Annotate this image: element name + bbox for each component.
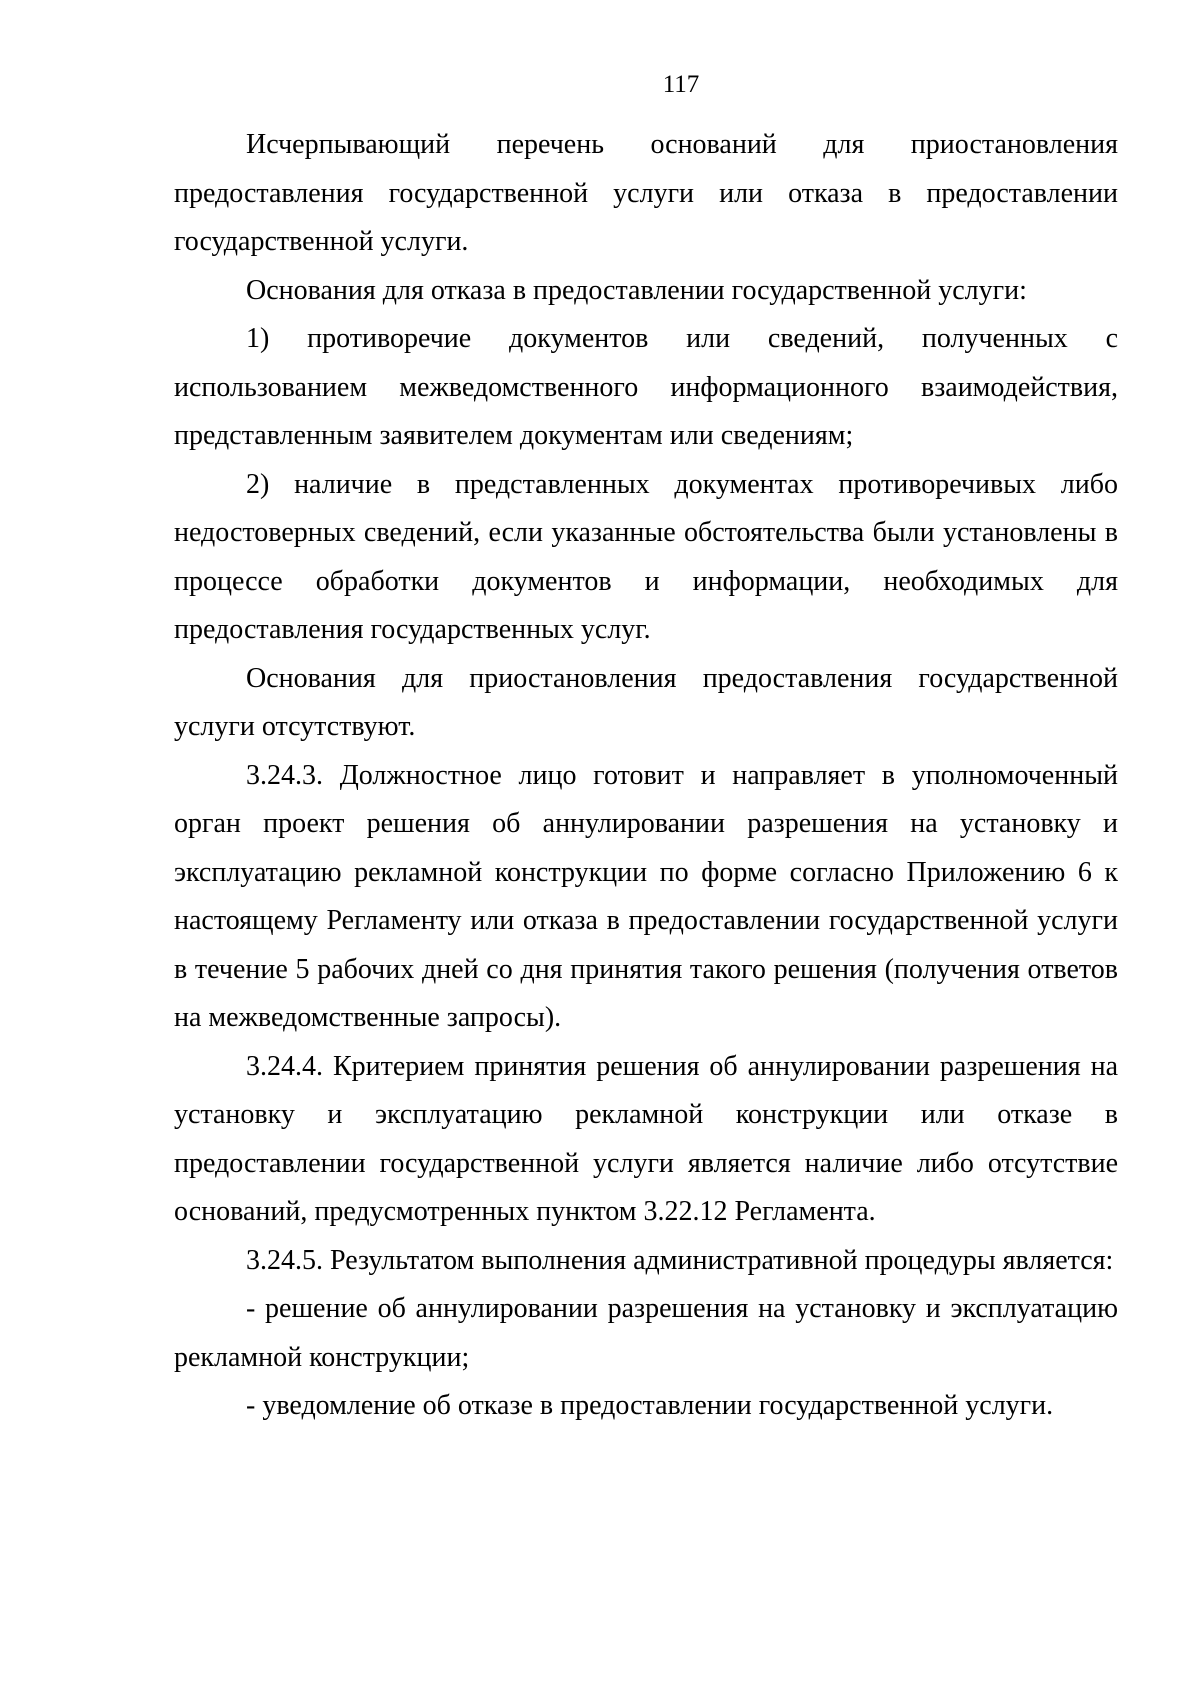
paragraph-suspension-grounds: Основания для приостановления предоставления государственной услуги отсутствуют.	[174, 662, 1118, 742]
paragraph-ground-2: 2) наличие в представленных документах противоречивых либо недостоверных сведений, если указанные обстоятельства были установлены в процессе обработки документов и информации, необходимых для предоставления государственных услуг.	[174, 468, 1118, 645]
paragraph-ground-1: 1) противоречие документов или сведений, полученных с использованием межведомственного информационного взаимодействия, представленным заявителем документам или сведениям;	[174, 323, 1118, 451]
list-item-refusal-notice: - уведомление об отказе в предоставлении государственной услуги.	[246, 1390, 1054, 1421]
page-number: 117	[662, 71, 700, 98]
paragraph-3-24-5: 3.24.5. Результатом выполнения административной процедуры является:	[246, 1244, 1114, 1276]
document-body	[174, 121, 1118, 1431]
paragraph-grounds-list-heading: Исчерпывающий перечень оснований для приостановления предоставления государственной услуги или отказа в предоставлении государственной услуги.	[174, 129, 1118, 257]
paragraph-refusal-grounds: Основания для отказа в предоставлении государственной услуги:	[246, 274, 1027, 306]
paragraph-3-24-4: 3.24.4. Критерием принятия решения об аннулировании разрешения на установку и эксплуатацию рекламной конструкции или отказе в предоставлении государственной услуги является наличие либо отсутствие оснований, предусмотренных пунктом 3.22.12 Регламента.	[174, 1050, 1118, 1227]
list-item-annulment-decision: - решение об аннулировании разрешения на установку и эксплуатацию рекламной конструкции;	[174, 1293, 1118, 1373]
paragraph-3-24-3: 3.24.3. Должностное лицо готовит и направляет в уполномоченный орган проект решения об аннулировании разрешения на установку и эксплуатацию рекламной конструкции по форме согласно Приложению 6 к настоящему Регламенту или отказа в предоставлении государственной услуги в течение 5 рабочих дней со дня принятия такого решения (получения ответов на межведомственные запросы).	[174, 759, 1118, 1033]
